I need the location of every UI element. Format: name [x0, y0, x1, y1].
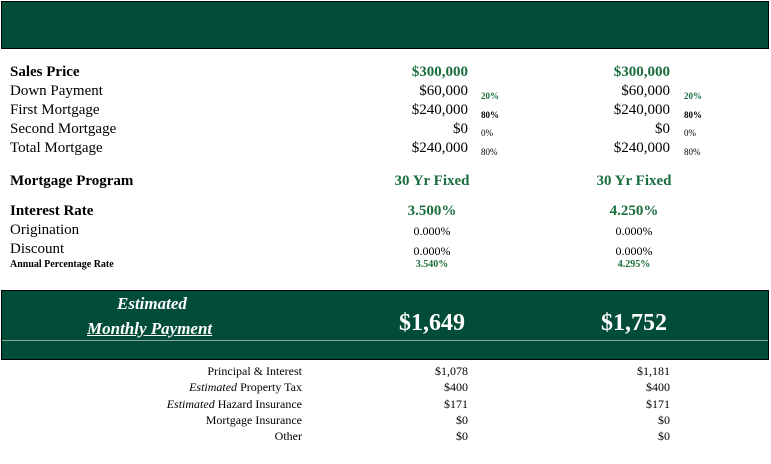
mortgage-program-label: Mortgage Program — [10, 173, 134, 189]
col1-first-mortgage: $240,000 — [411, 102, 468, 118]
col1-second-pct: 0% — [481, 128, 493, 138]
col1-sales-price: $300,000 — [411, 64, 468, 80]
discount-label: Discount — [10, 241, 65, 257]
col2-discount: 0.000% — [615, 244, 653, 258]
col1-second-mortgage: $0 — [453, 121, 468, 137]
col1-property-tax: $400 — [444, 380, 468, 394]
col2-apr: 4.295% — [617, 259, 651, 270]
property-tax-label — [189, 380, 302, 395]
col2-first-mortgage: $240,000 — [613, 102, 670, 118]
col1-mortgage-insurance: $0 — [456, 413, 468, 427]
col2-mortgage-insurance: $0 — [658, 413, 670, 427]
principal-interest-label: Principal & Interest — [207, 364, 302, 378]
apr-label: Annual Percentage Rate — [10, 259, 114, 270]
col1-down-payment: $60,000 — [419, 83, 468, 99]
second-mortgage-label: Second Mortgage — [10, 121, 117, 137]
hazard-insurance-label — [167, 397, 302, 412]
col2-property-tax: $400 — [646, 380, 670, 394]
col2-interest-rate: 4.250% — [609, 203, 659, 219]
col2-origination: 0.000% — [615, 224, 653, 238]
col1-program: 30 Yr Fixed — [394, 173, 470, 189]
hazard-text: Hazard Insurance — [214, 397, 302, 411]
interest-rate-label: Interest Rate — [10, 203, 94, 219]
sales-price-label: Sales Price — [10, 64, 80, 80]
col1-apr: 3.540% — [415, 259, 449, 270]
col1-total-pct: 80% — [481, 147, 498, 157]
col2-other: $0 — [658, 429, 670, 443]
col1-first-pct: 80% — [481, 110, 499, 120]
first-mortgage-label: First Mortgage — [10, 102, 100, 118]
header-band — [1, 1, 769, 49]
col1-down-pct: 20% — [481, 91, 499, 101]
col1-hazard-insurance: $171 — [444, 397, 468, 411]
estimated-label: Estimated — [117, 294, 187, 313]
col1-monthly-payment: $1,649 — [399, 310, 465, 336]
col2-down-pct: 20% — [684, 91, 702, 101]
col1-discount: 0.000% — [413, 244, 451, 258]
col2-second-pct: 0% — [684, 128, 696, 138]
col1-total-mortgage: $240,000 — [411, 140, 468, 156]
hazard-prefix: Estimated — [166, 397, 215, 411]
col2-hazard-insurance: $171 — [646, 397, 670, 411]
down-payment-label: Down Payment — [10, 83, 103, 99]
col2-principal-interest: $1,181 — [637, 364, 670, 378]
col2-total-pct: 80% — [684, 147, 701, 157]
col1-principal-interest: $1,078 — [435, 364, 468, 378]
origination-label: Origination — [10, 222, 80, 238]
col2-first-pct: 80% — [684, 110, 702, 120]
col2-program: 30 Yr Fixed — [596, 173, 672, 189]
col1-origination: 0.000% — [413, 224, 451, 238]
property-tax-prefix: Estimated — [189, 380, 238, 394]
band-divider — [2, 340, 768, 341]
col2-down-payment: $60,000 — [621, 83, 670, 99]
monthly-payment-label: Monthly Payment — [87, 319, 213, 338]
col2-monthly-payment: $1,752 — [601, 310, 667, 336]
total-mortgage-label: Total Mortgage — [10, 140, 103, 156]
col2-sales-price: $300,000 — [613, 64, 670, 80]
col2-second-mortgage: $0 — [655, 121, 670, 137]
property-tax-text: Property Tax — [237, 380, 302, 394]
col2-total-mortgage: $240,000 — [613, 140, 670, 156]
other-label: Other — [274, 429, 302, 443]
mortgage-insurance-label: Mortgage Insurance — [205, 413, 302, 427]
col1-interest-rate: 3.500% — [407, 203, 457, 219]
col1-other: $0 — [456, 429, 468, 443]
